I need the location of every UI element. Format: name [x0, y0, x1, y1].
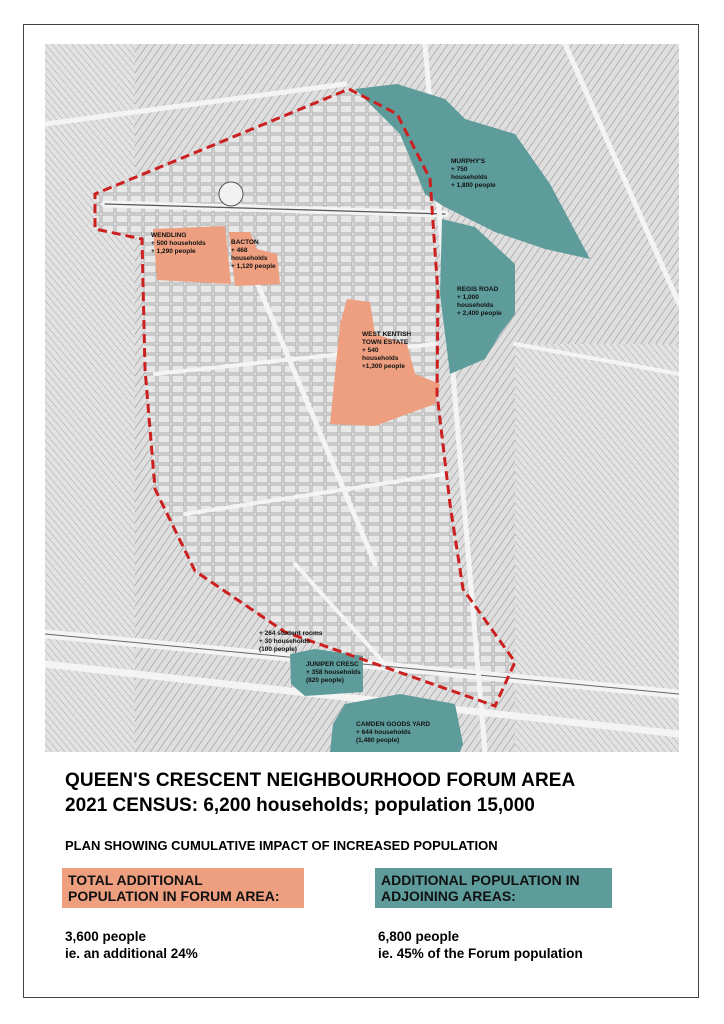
subtitle: PLAN SHOWING CUMULATIVE IMPACT OF INCREASED POPULATION — [65, 838, 498, 853]
murphys-name: MURPHY'S — [451, 158, 486, 165]
regis-road-label — [457, 286, 502, 318]
adjoining-total-value: 6,800 people — [378, 929, 460, 944]
murphys-households-value: + 750 — [451, 166, 468, 173]
bacton-name: BACTON — [231, 239, 259, 246]
wendling-households: + 500 households — [151, 240, 206, 247]
adjoining-heading-line-1: ADDITIONAL POPULATION IN — [381, 872, 580, 888]
juniper-households: + 358 households — [306, 669, 361, 676]
west-kentish-households-value: + 540 — [362, 347, 379, 354]
students-households: + 30 households — [259, 638, 311, 645]
west-kentish-name-2: TOWN ESTATE — [362, 339, 409, 346]
wendling-label — [151, 232, 206, 256]
murphys-households-word: households — [451, 174, 488, 181]
juniper-people: (820 people) — [306, 677, 344, 684]
students-rooms: + 264 student rooms — [259, 630, 323, 637]
forum-total-heading — [62, 868, 304, 908]
regis-name: REGIS ROAD — [457, 286, 499, 293]
camden-households: + 644 households — [356, 729, 411, 736]
regis-households-word: households — [457, 302, 494, 309]
adjoining-total-note: ie. 45% of the Forum population — [378, 946, 583, 961]
forum-heading-line-2: POPULATION IN FORUM AREA: — [68, 888, 280, 904]
adjoining-total-heading — [375, 868, 612, 908]
camden-goods-yard-label — [356, 721, 430, 745]
forum-heading-line-1: TOTAL ADDITIONAL — [68, 872, 203, 888]
juniper-label — [306, 661, 361, 685]
forum-total-note: ie. an additional 24% — [65, 946, 198, 961]
camden-people: (1,480 people) — [356, 737, 400, 744]
forum-total-stat — [65, 928, 198, 962]
adjoining-heading-line-2: ADJOINING AREAS: — [381, 888, 516, 904]
bacton-people: + 1,120 people — [231, 263, 276, 270]
title-line-2: 2021 CENSUS: 6,200 households; population 15,000 — [65, 795, 535, 816]
regis-households-value: + 1,000 — [457, 294, 479, 301]
west-kentish-name-1: WEST KENTISH — [362, 331, 412, 338]
bacton-label — [231, 239, 276, 271]
camden-name: CAMDEN GOODS YARD — [356, 721, 431, 728]
bacton-households-value: + 468 — [231, 247, 248, 254]
regis-people: + 2,400 people — [457, 310, 502, 317]
forum-total-value: 3,600 people — [65, 929, 147, 944]
wendling-name: WENDLING — [151, 232, 187, 239]
adjoining-total-stat — [378, 928, 583, 962]
title-line-1: QUEEN'S CRESCENT NEIGHBOURHOOD FORUM AREA — [65, 770, 576, 791]
juniper-name: JUNIPER CRESC — [306, 661, 359, 668]
map-graphic — [45, 44, 679, 752]
wendling-people: + 1,290 people — [151, 248, 196, 255]
students-people: (100 people) — [259, 646, 297, 653]
west-kentish-households-word: households — [362, 355, 399, 362]
map-panel[interactable] — [45, 44, 679, 752]
bacton-households-word: households — [231, 255, 268, 262]
murphys-people: + 1,800 people — [451, 182, 496, 189]
murphys-label — [451, 158, 496, 190]
west-kentish-label — [362, 331, 411, 371]
west-kentish-people: +1,300 people — [362, 363, 405, 370]
student-rooms-label — [259, 630, 322, 654]
